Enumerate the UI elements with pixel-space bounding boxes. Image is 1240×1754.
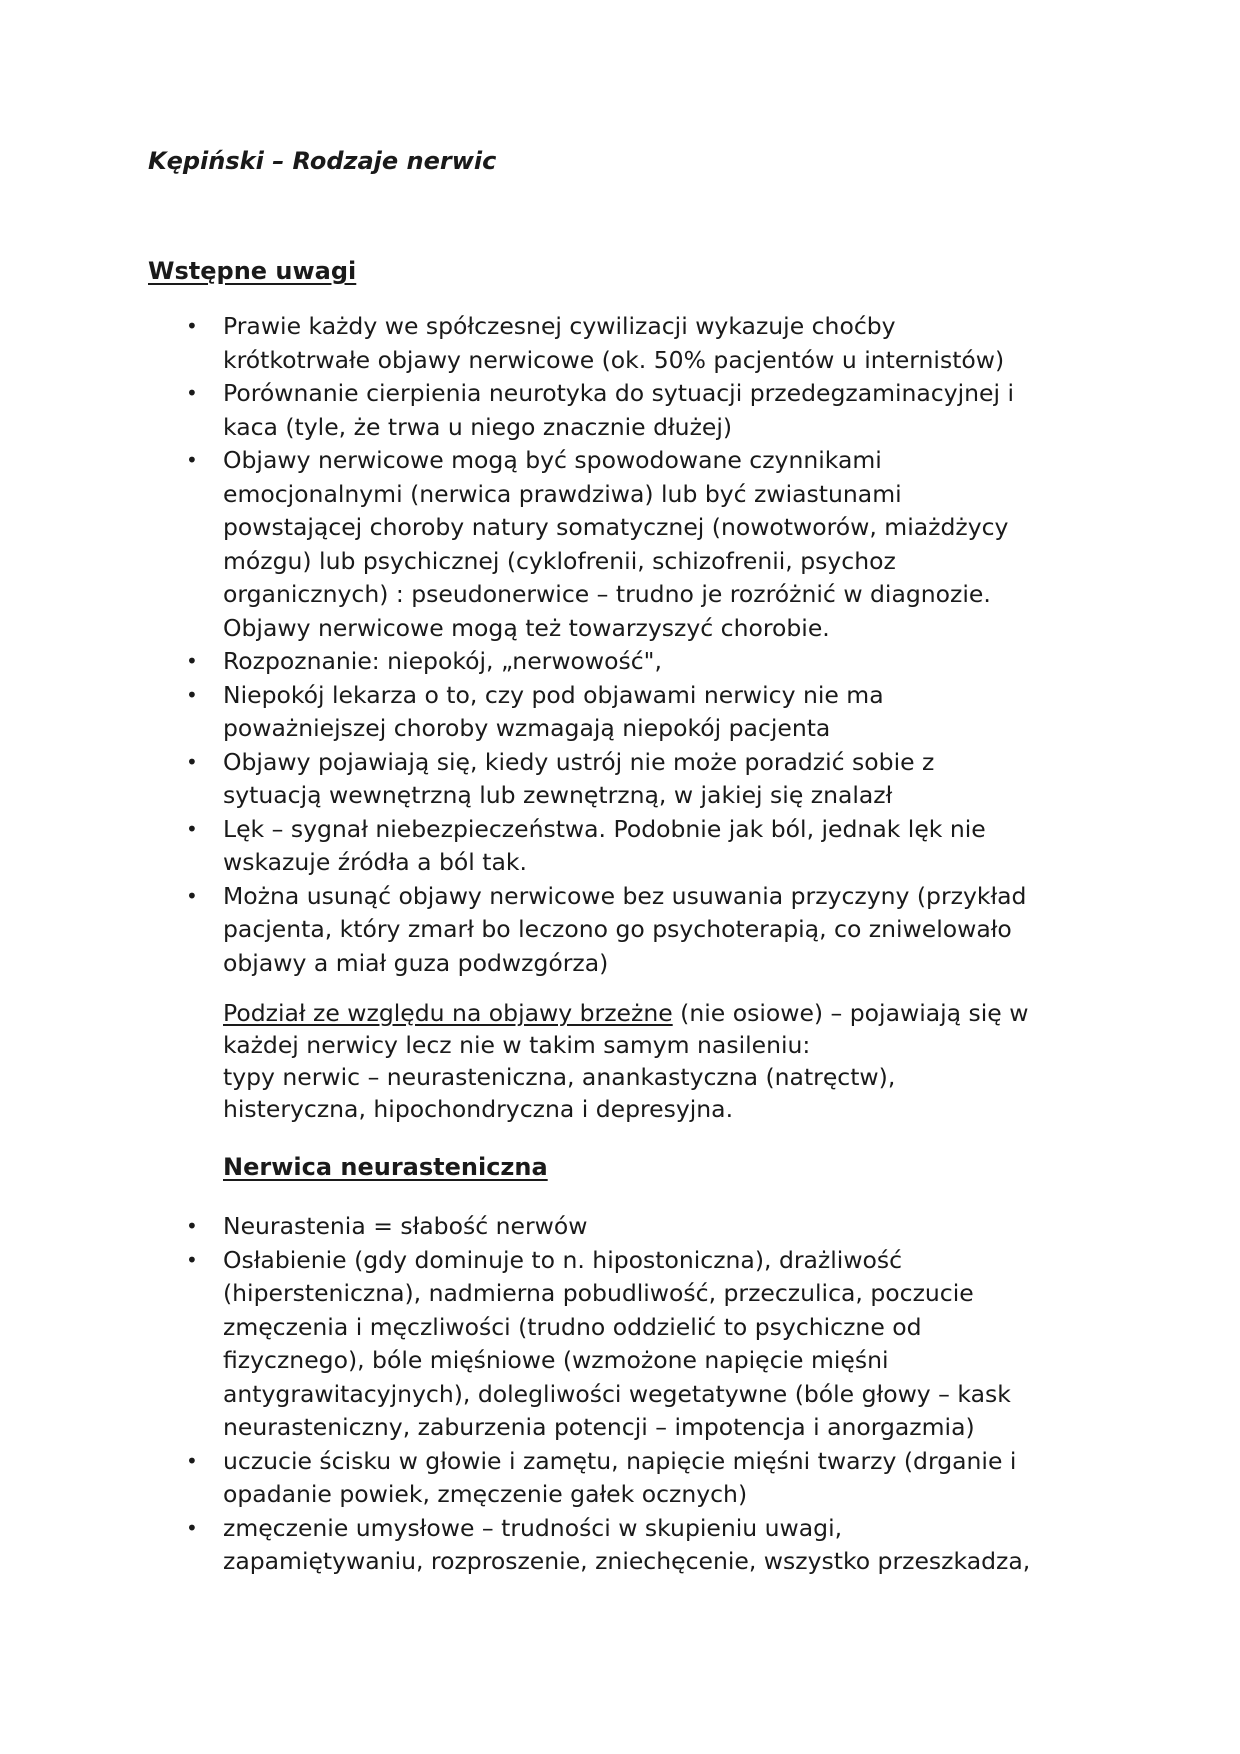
list-item-line: Osłabienie (gdy dominuje to n. hipostoniczna), drażliwość <box>223 1245 903 1274</box>
list-item-line: mózgu) lub psychicznej (cyklofrenii, schizofrenii, psychoz <box>223 546 896 575</box>
list-item-line: kaca (tyle, że trwa u niego znacznie dłużej) <box>223 412 733 441</box>
bullet-icon: • <box>186 314 198 338</box>
list-item-line: pacjenta, który zmarł bo leczono go psychoterapią, co zniwelowało <box>223 915 1012 943</box>
list-item <box>0 645 1103 679</box>
list-item-line: zmęczenie umysłowe – trudności w skupieniu uwagi, <box>223 1513 843 1542</box>
list-item-line: emocjonalnymi (nerwica prawdziwa) lub być zwiastunami <box>223 479 902 508</box>
paragraph-line: każdej nerwicy lecz nie w takim samym nasileniu: <box>223 1031 811 1059</box>
bullet-icon: • <box>186 448 198 472</box>
list-item-line: zapamiętywaniu, rozproszenie, zniechęcenie, wszystko przeszkadza, <box>223 1547 1031 1575</box>
list-item-line: Neurastenia = słabość nerwów <box>223 1212 588 1240</box>
list-item-line: zmęczenia i męczliwości (trudno oddzielić to psychiczne od <box>223 1312 922 1341</box>
division-text: (nie osiowe) – pojawiają się w <box>672 999 1029 1027</box>
list-item <box>0 746 1103 813</box>
list-item-line: wskazuje źródła a ból tak. <box>223 848 527 876</box>
bullet-icon: • <box>186 1515 198 1540</box>
paragraph-line: typy nerwic – neurasteniczna, anankastyczna (natręctw), <box>223 1063 896 1091</box>
list-item-line: Niepokój lekarza o to, czy pod objawami nerwicy nie ma <box>223 680 884 709</box>
list-item-line: sytuacją wewnętrzną lub zewnętrzną, w jakiej się znalazł <box>223 781 893 809</box>
list-item-line: Objawy nerwicowe mogą być spowodowane czynnikami <box>223 446 882 474</box>
list-item-line: opadanie powiek, zmęczenie gałek ocznych) <box>223 1480 748 1508</box>
bullet-icon: • <box>186 1448 198 1473</box>
list-item-line: uczucie ścisku w głowie i zamętu, napięcie mięśni twarzy (drganie i <box>223 1446 1017 1475</box>
neurasthenic-bullet-list <box>0 1210 1240 1579</box>
list-item-line: Lęk – sygnał niebezpieczeństwa. Podobnie jak ból, jednak lęk nie <box>223 814 986 843</box>
list-item-line: Objawy nerwicowe mogą też towarzyszyć chorobie. <box>223 613 830 642</box>
list-item-line: Objawy pojawiają się, kiedy ustrój nie może poradzić sobie z <box>223 747 935 776</box>
list-item-line: Rozpoznanie: niepokój, „nerwowość", <box>223 647 662 675</box>
bullet-icon: • <box>186 1214 198 1238</box>
list-item-line: antygrawitacyjnych), dolegliwości wegetatywne (bóle głowy – kask <box>223 1379 1011 1408</box>
list-item-line: poważniejszej choroby wzmagają niepokój pacjenta <box>223 714 831 742</box>
bullet-icon: • <box>186 883 198 908</box>
list-item <box>0 444 1103 645</box>
bullet-icon: • <box>186 682 198 707</box>
bullet-icon: • <box>186 816 198 841</box>
list-item <box>0 310 1103 377</box>
paragraph-line <box>223 997 1028 1029</box>
list-item-line: neurasteniczny, zaburzenia potencji – impotencja i anorgazmia) <box>223 1413 975 1441</box>
division-underlined-text: Podział ze względu na objawy brzeżne <box>223 999 673 1027</box>
list-item-line: Porównanie cierpienia neurotyka do sytuacji przedegzaminacyjnej i <box>223 379 1015 407</box>
intro-bullet-list <box>0 310 1240 980</box>
list-item-line: objawy a miał guza podwzgórza) <box>223 948 609 977</box>
list-item <box>0 813 1103 880</box>
list-item-line: Można usunąć objawy nerwicowe bez usuwania przyczyny (przykład <box>223 881 1027 910</box>
list-item <box>0 377 1103 444</box>
division-paragraph <box>223 997 1028 1125</box>
list-item-line: fizycznego), bóle mięśniowe (wzmożone napięcie mięśni <box>223 1346 889 1374</box>
list-item-line: powstającej choroby natury somatycznej (nowotworów, miażdżycy <box>223 513 1009 541</box>
list-item-line: krótkotrwałe objawy nerwicowe (ok. 50% pacjentów u internistów) <box>223 345 1005 374</box>
list-item <box>0 1210 1103 1244</box>
bullet-icon: • <box>186 749 198 774</box>
list-item-line: (hipersteniczna), nadmierna pobudliwość, przeczulica, poczucie <box>223 1279 974 1307</box>
list-item-line: Prawie każdy we spółczesnej cywilizacji wykazuje choćby <box>223 312 896 340</box>
list-item <box>0 880 1103 981</box>
section-heading-neurasthenic: Nerwica neurasteniczna <box>223 1153 548 1181</box>
bullet-icon: • <box>186 1247 198 1272</box>
list-item <box>0 1512 1103 1579</box>
document-title: Kępiński – Rodzaje nerwic <box>148 147 497 175</box>
paragraph-line: histeryczna, hipochondryczna i depresyjna. <box>223 1095 734 1123</box>
bullet-icon: • <box>186 381 198 405</box>
list-item <box>0 1445 1103 1512</box>
section-heading-intro: Wstępne uwagi <box>148 257 357 285</box>
bullet-icon: • <box>186 649 198 673</box>
list-item <box>0 1244 1103 1445</box>
list-item <box>0 679 1103 746</box>
list-item-line: organicznych) : pseudonerwice – trudno je rozróżnić w diagnozie. <box>223 580 991 608</box>
